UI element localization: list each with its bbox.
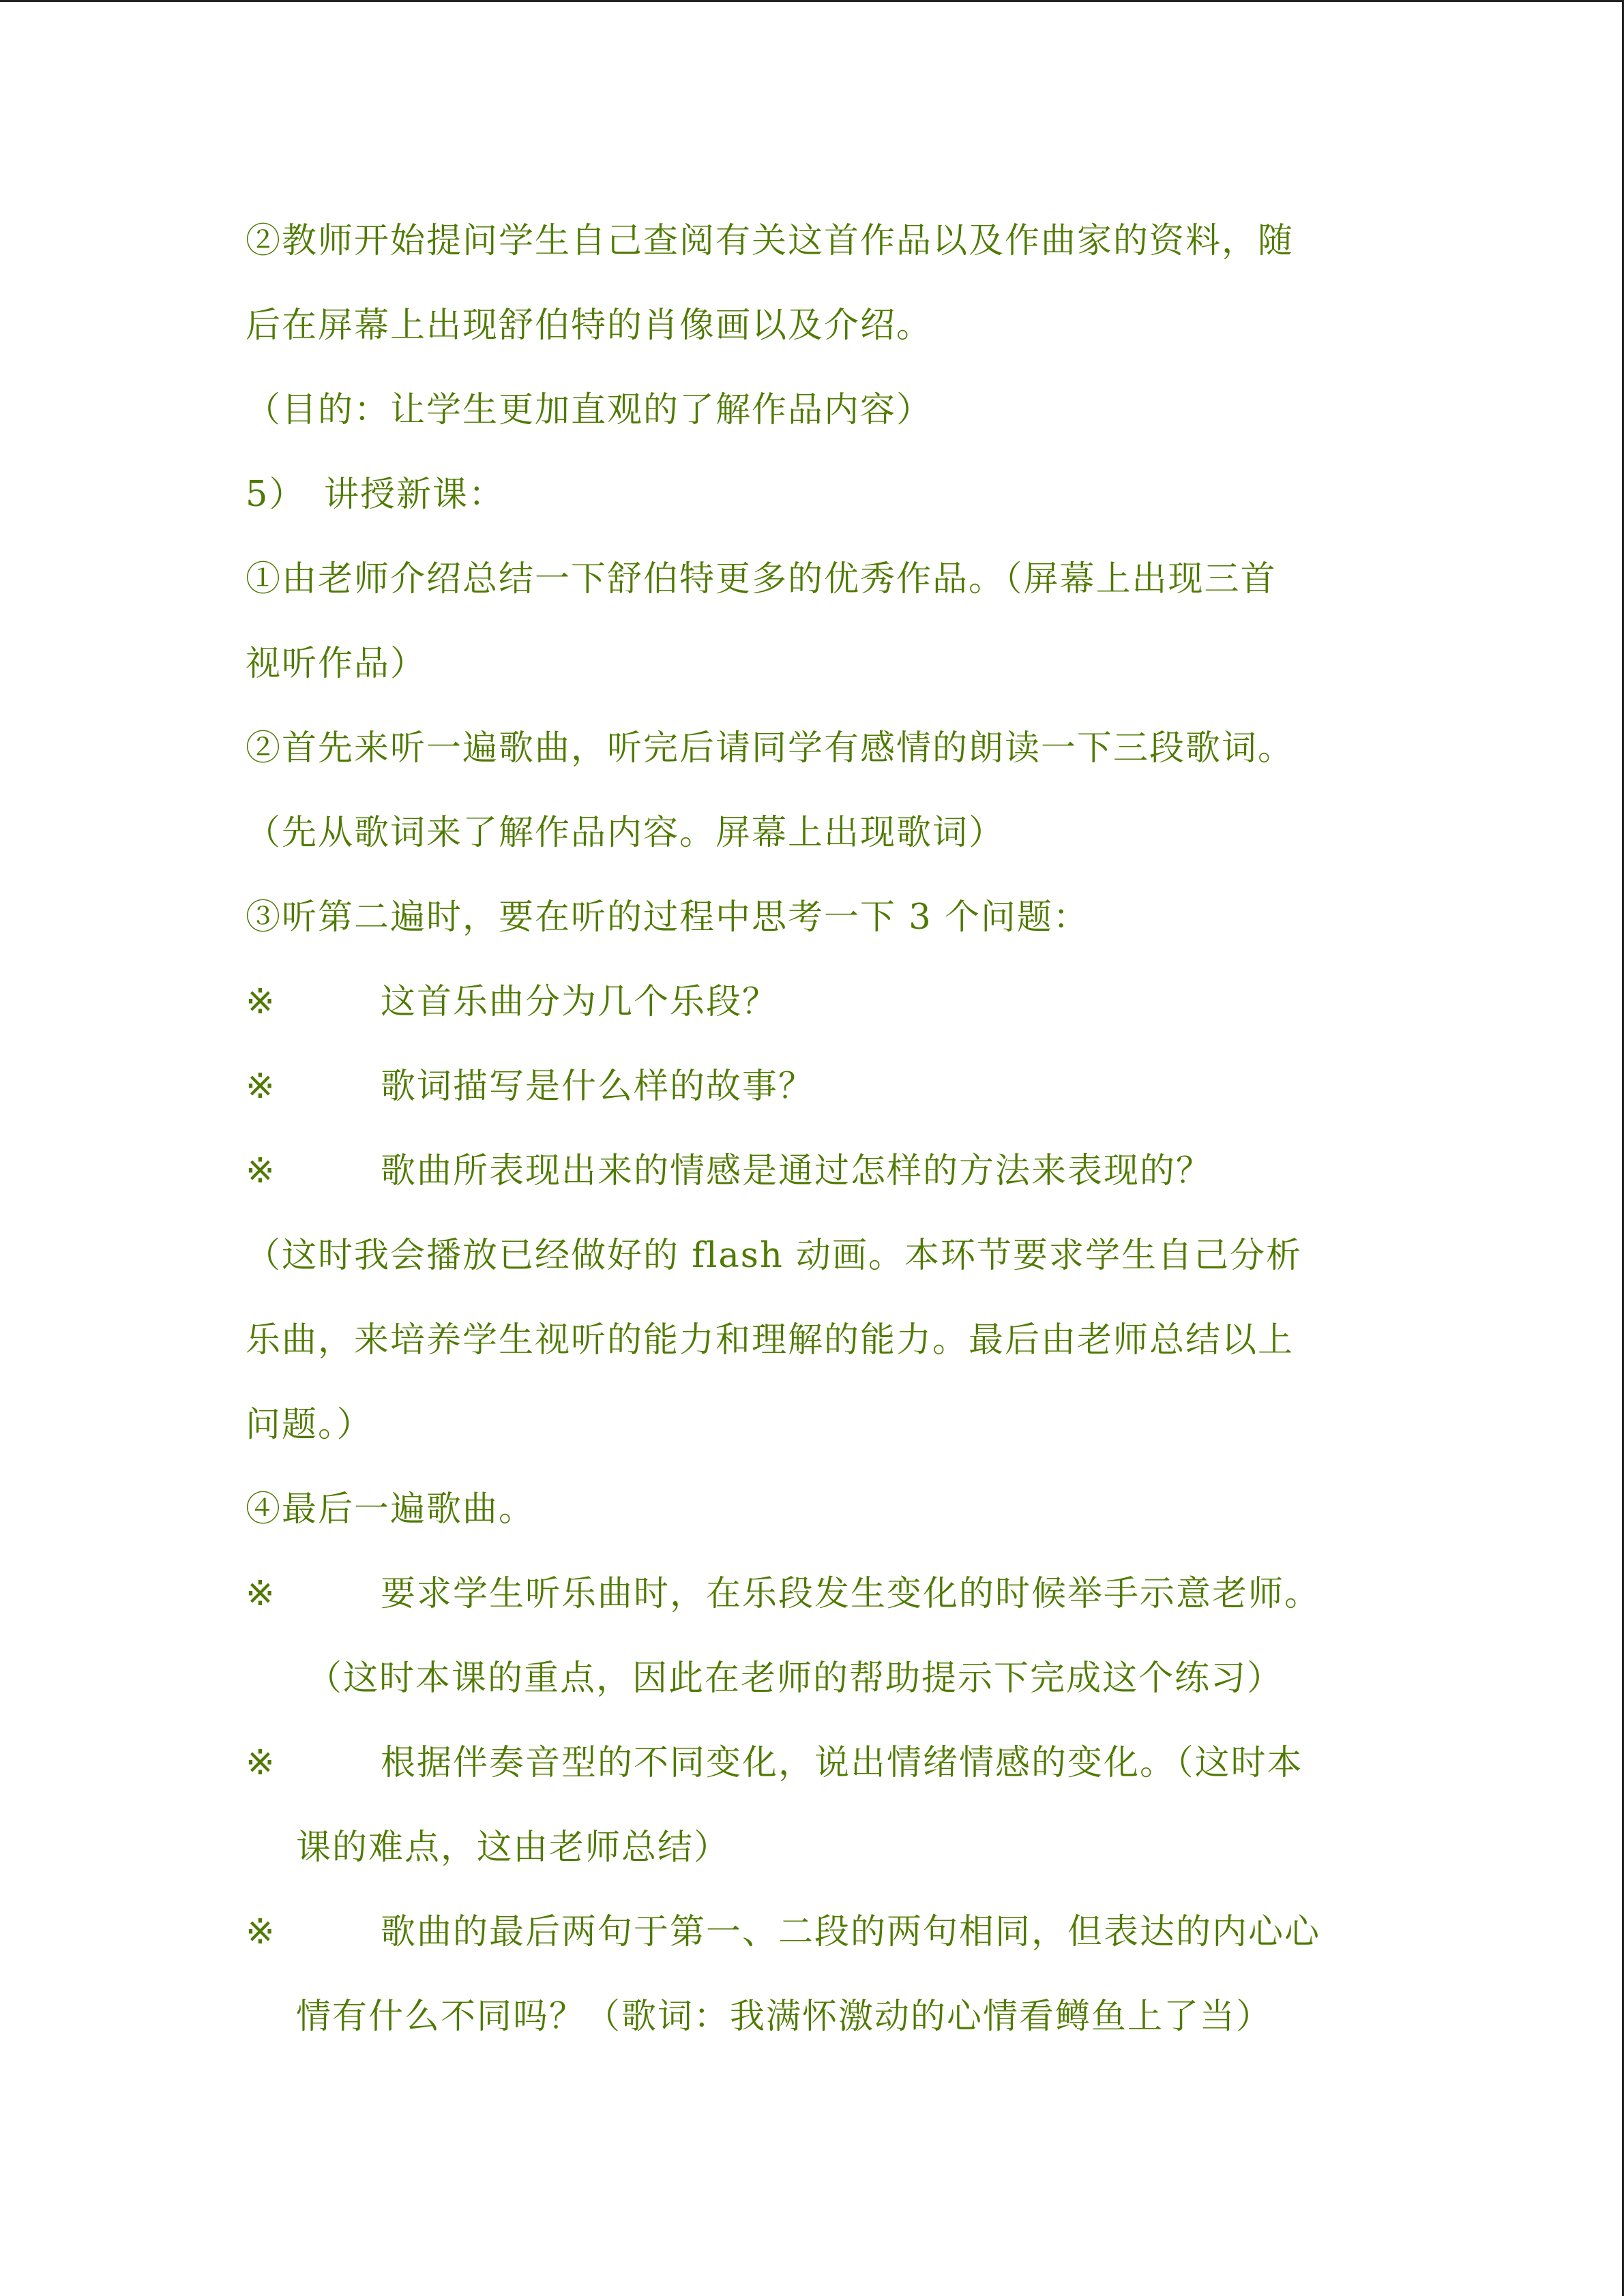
text-line: （先从歌词来了解作品内容。屏幕上出现歌词） [246, 813, 1005, 853]
bullet-mark: ※ [246, 1912, 276, 1952]
text-line: ①由老师介绍总结一下舒伯特更多的优秀作品。（屏幕上出现三首 [246, 559, 1277, 599]
bullet-mark: ※ [246, 1743, 276, 1783]
bullet-item [246, 1147, 1212, 1196]
bullet-continuation: 课的难点，这由老师总结） [296, 1828, 730, 1868]
section-heading: 5） 讲授新课： [246, 475, 505, 515]
bullet-item [246, 978, 778, 1027]
text-line: 乐曲，来培养学生视听的能力和理解的能力。最后由老师总结以上 [246, 1320, 1295, 1360]
text-line: ②首先来听一遍歌曲，听完后请同学有感情的朗读一下三段歌词。 [246, 728, 1295, 769]
text-line: ②教师开始提问学生自己查阅有关这首作品以及作曲家的资料，随 [246, 221, 1295, 261]
text-line: ④最后一遍歌曲。 [246, 1489, 535, 1530]
text-line: 问题。） [246, 1405, 373, 1445]
bullet-text: 歌词描写是什么样的故事？ [381, 1067, 815, 1107]
bullet-text: 要求学生听乐曲时，在乐段发生变化的时候举手示意老师。 [381, 1574, 1321, 1614]
bullet-note: （这时本课的重点，因此在老师的帮助提示下完成这个练习） [307, 1658, 1284, 1699]
bullet-item [246, 1062, 814, 1112]
bullet-text: 根据伴奏音型的不同变化，说出情绪情感的变化。（这时本 [381, 1743, 1303, 1783]
text-line: （目的：让学生更加直观的了解作品内容） [246, 390, 933, 430]
bullet-item [246, 1739, 1303, 1788]
bullet-item [246, 1908, 1320, 1957]
bullet-text: 歌曲的最后两句于第一、二段的两句相同，但表达的内心心 [381, 1912, 1321, 1952]
text-line: 后在屏幕上出现舒伯特的肖像画以及介绍。 [246, 305, 933, 346]
text-line: 视听作品） [246, 644, 427, 684]
bullet-mark: ※ [246, 982, 276, 1022]
text-line: （这时我会播放已经做好的 flash 动画。本环节要求学生自己分析 [246, 1236, 1303, 1276]
bullet-item [246, 1570, 1320, 1619]
bullet-mark: ※ [246, 1151, 276, 1191]
bullet-text: 这首乐曲分为几个乐段？ [381, 982, 779, 1022]
bullet-continuation: 情有什么不同吗？（歌词：我满怀激动的心情看鳟鱼上了当） [296, 1997, 1273, 2037]
bullet-text: 歌曲所表现出来的情感是通过怎样的方法来表现的？ [381, 1151, 1213, 1191]
bullet-mark: ※ [246, 1574, 276, 1614]
bullet-mark: ※ [246, 1067, 276, 1107]
text-line: ③听第二遍时，要在听的过程中思考一下 3 个问题： [246, 897, 1089, 938]
